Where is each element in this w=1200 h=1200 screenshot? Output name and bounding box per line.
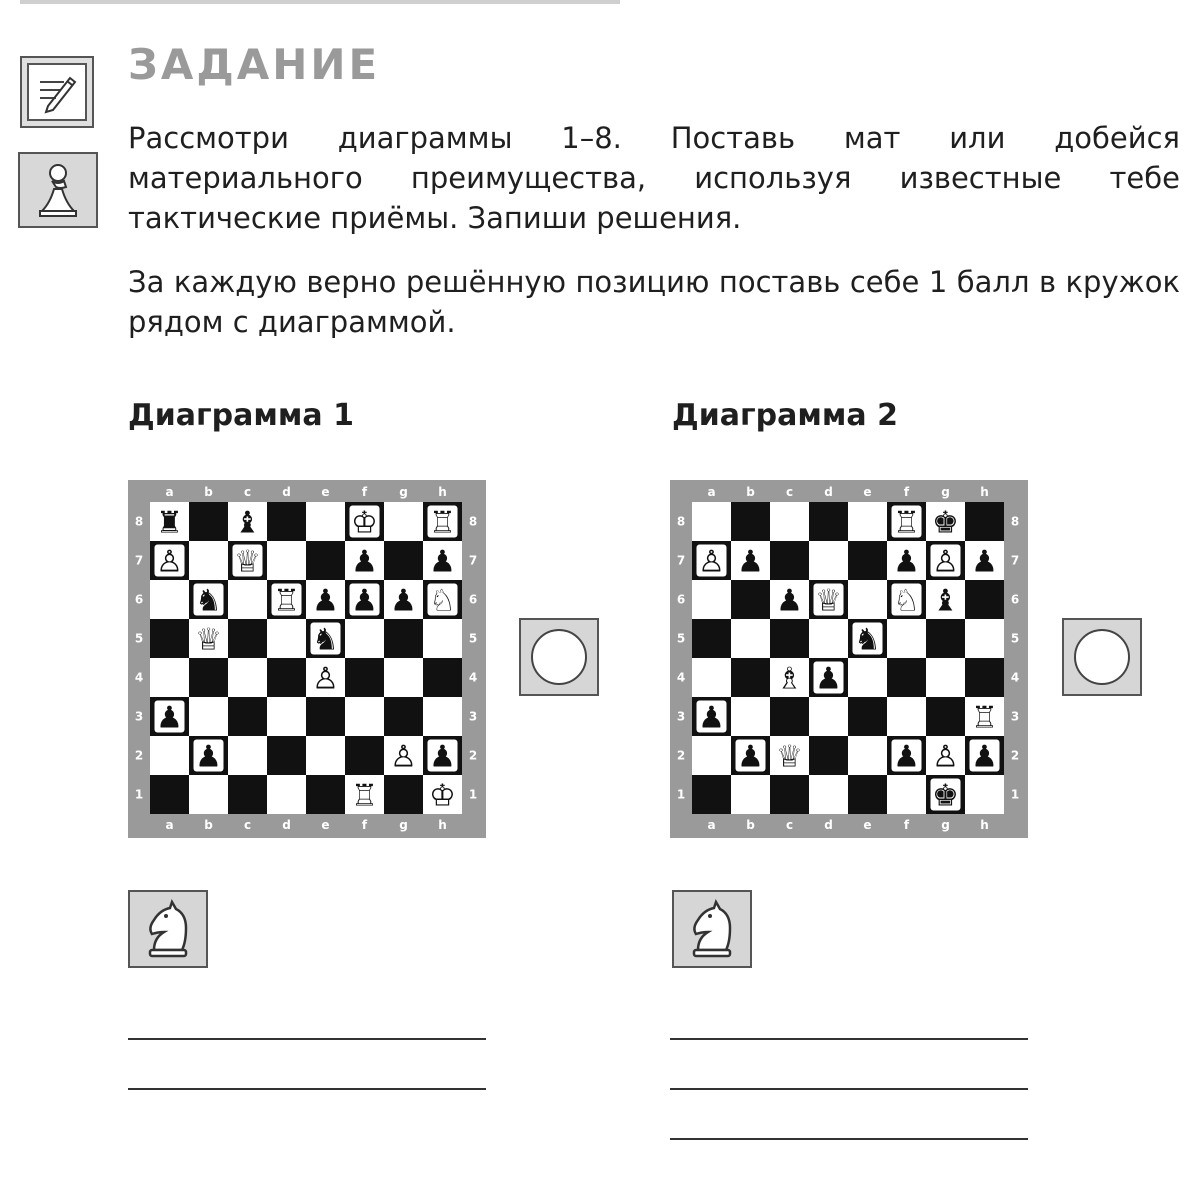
square-b6 xyxy=(731,580,770,619)
white-rook-f8: ♖ xyxy=(893,505,920,541)
square-c6 xyxy=(228,580,267,619)
black-pawn-b2: ♟ xyxy=(195,739,222,775)
square-g5 xyxy=(926,619,965,658)
square-e3 xyxy=(848,697,887,736)
file-label-c: c xyxy=(785,485,794,499)
square-b7 xyxy=(189,541,228,580)
square-c8 xyxy=(770,502,809,541)
black-knight-e5: ♞ xyxy=(312,622,339,658)
top-rule xyxy=(20,0,620,4)
square-c3 xyxy=(228,697,267,736)
square-a5 xyxy=(692,619,731,658)
square-h4 xyxy=(965,658,1004,697)
square-b1 xyxy=(731,775,770,814)
file-label-f: f xyxy=(361,818,368,832)
rank-label-6: 6 xyxy=(134,592,144,607)
square-d5 xyxy=(809,619,848,658)
rank-label-5: 5 xyxy=(468,631,478,646)
diagram-2-title: Диаграмма 2 xyxy=(672,398,898,433)
square-e1 xyxy=(848,775,887,814)
square-h8 xyxy=(965,502,1004,541)
black-pawn-f7: ♟ xyxy=(351,544,378,580)
rank-label-6: 6 xyxy=(676,592,686,607)
square-f5 xyxy=(887,619,926,658)
rank-label-5: 5 xyxy=(676,631,686,646)
white-queen-b5: ♕ xyxy=(195,622,222,658)
rank-label-8: 8 xyxy=(468,514,478,529)
square-e3 xyxy=(306,697,345,736)
rank-label-1: 1 xyxy=(1010,787,1020,802)
file-label-b: b xyxy=(204,485,213,499)
square-h6 xyxy=(965,580,1004,619)
square-f1 xyxy=(887,775,926,814)
rank-label-4: 4 xyxy=(1010,670,1020,685)
file-label-b: b xyxy=(204,818,213,832)
black-pawn-c6: ♟ xyxy=(776,583,803,619)
square-d3 xyxy=(809,697,848,736)
score-circle[interactable] xyxy=(531,629,587,685)
file-label-d: d xyxy=(282,818,291,832)
white-rook-h3: ♖ xyxy=(971,700,998,736)
white-queen-c2: ♕ xyxy=(776,739,803,775)
square-b3 xyxy=(731,697,770,736)
white-pawn-g2: ♙ xyxy=(390,739,417,775)
square-e7 xyxy=(306,541,345,580)
file-label-f: f xyxy=(903,485,910,499)
file-label-a: a xyxy=(165,818,174,832)
black-king-g8: ♚ xyxy=(932,505,959,541)
file-label-b: b xyxy=(746,485,755,499)
file-label-a: a xyxy=(165,485,174,499)
square-d3 xyxy=(267,697,306,736)
task-scoring-note: За каждую верно решённую позицию поставь себе 1 балл в кружок рядом с диаграммой. xyxy=(128,265,1180,339)
square-f4 xyxy=(345,658,384,697)
square-b8 xyxy=(731,502,770,541)
black-pawn-g6: ♟ xyxy=(390,583,417,619)
black-pawn-h2: ♟ xyxy=(971,739,998,775)
rank-label-2: 2 xyxy=(468,748,478,763)
square-a4 xyxy=(150,658,189,697)
square-d1 xyxy=(809,775,848,814)
rank-label-4: 4 xyxy=(676,670,686,685)
square-d1 xyxy=(267,775,306,814)
file-label-a: a xyxy=(707,485,716,499)
black-bishop-c8: ♝ xyxy=(234,505,261,541)
black-pawn-f7: ♟ xyxy=(893,544,920,580)
diagram-1-answer-line-1[interactable] xyxy=(128,1038,486,1040)
square-d8 xyxy=(267,502,306,541)
file-label-e: e xyxy=(321,818,330,832)
diagram-2-knight-icon xyxy=(672,890,752,968)
square-f3 xyxy=(345,697,384,736)
rank-label-5: 5 xyxy=(134,631,144,646)
file-label-d: d xyxy=(282,485,291,499)
file-label-d: d xyxy=(824,818,833,832)
square-g8 xyxy=(384,502,423,541)
square-b5 xyxy=(731,619,770,658)
file-label-f: f xyxy=(361,485,368,499)
square-h1 xyxy=(965,775,1004,814)
square-b8 xyxy=(189,502,228,541)
white-king-h1: ♔ xyxy=(429,778,456,814)
square-b3 xyxy=(189,697,228,736)
diagram-1-title: Диаграмма 1 xyxy=(128,398,354,433)
rank-label-1: 1 xyxy=(134,787,144,802)
square-c1 xyxy=(770,775,809,814)
square-h3 xyxy=(423,697,462,736)
diagram-1-knight-icon xyxy=(128,890,208,968)
rank-label-8: 8 xyxy=(1010,514,1020,529)
diagram-2-answer-line-3[interactable] xyxy=(670,1138,1028,1140)
rank-label-5: 5 xyxy=(1010,631,1020,646)
square-h4 xyxy=(423,658,462,697)
file-label-h: h xyxy=(438,818,447,832)
pencil-note-icon xyxy=(20,56,94,128)
rank-label-7: 7 xyxy=(676,553,686,568)
square-g5 xyxy=(384,619,423,658)
rank-label-6: 6 xyxy=(1010,592,1020,607)
square-a5 xyxy=(150,619,189,658)
diagram-2-answer-line-1[interactable] xyxy=(670,1038,1028,1040)
square-e8 xyxy=(306,502,345,541)
square-a6 xyxy=(692,580,731,619)
square-e6 xyxy=(848,580,887,619)
square-e2 xyxy=(306,736,345,775)
white-queen-d6: ♕ xyxy=(815,583,842,619)
rank-label-1: 1 xyxy=(468,787,478,802)
white-rook-f1: ♖ xyxy=(351,778,378,814)
square-b4 xyxy=(731,658,770,697)
square-b1 xyxy=(189,775,228,814)
file-label-g: g xyxy=(941,485,950,499)
black-knight-e5: ♞ xyxy=(854,622,881,658)
square-h5 xyxy=(423,619,462,658)
rank-label-8: 8 xyxy=(134,514,144,529)
file-label-g: g xyxy=(399,818,408,832)
black-pawn-a3: ♟ xyxy=(698,700,725,736)
black-pawn-f2: ♟ xyxy=(893,739,920,775)
black-king-g1: ♚ xyxy=(932,778,959,814)
diagram-2-board xyxy=(670,480,1028,838)
black-pawn-h7: ♟ xyxy=(971,544,998,580)
black-pawn-h2: ♟ xyxy=(429,739,456,775)
file-label-h: h xyxy=(980,485,989,499)
square-g4 xyxy=(926,658,965,697)
square-a1 xyxy=(150,775,189,814)
square-c3 xyxy=(770,697,809,736)
square-a4 xyxy=(692,658,731,697)
square-c5 xyxy=(770,619,809,658)
file-label-d: d xyxy=(824,485,833,499)
square-c1 xyxy=(228,775,267,814)
square-f2 xyxy=(345,736,384,775)
file-label-h: h xyxy=(438,485,447,499)
black-pawn-b2: ♟ xyxy=(737,739,764,775)
file-label-e: e xyxy=(863,818,872,832)
file-label-g: g xyxy=(941,818,950,832)
diagram-2-score-box[interactable] xyxy=(1062,618,1142,696)
square-d2 xyxy=(809,736,848,775)
white-knight-f6: ♘ xyxy=(893,583,920,619)
square-d7 xyxy=(267,541,306,580)
square-g3 xyxy=(384,697,423,736)
rank-label-8: 8 xyxy=(676,514,686,529)
white-pawn-e4: ♙ xyxy=(312,661,339,697)
rank-label-6: 6 xyxy=(468,592,478,607)
square-b4 xyxy=(189,658,228,697)
square-d5 xyxy=(267,619,306,658)
black-pawn-d4: ♟ xyxy=(815,661,842,697)
white-queen-c7: ♕ xyxy=(234,544,261,580)
black-pawn-e6: ♟ xyxy=(312,583,339,619)
square-a1 xyxy=(692,775,731,814)
square-c7 xyxy=(770,541,809,580)
score-circle[interactable] xyxy=(1074,629,1130,685)
square-c2 xyxy=(228,736,267,775)
square-g1 xyxy=(384,775,423,814)
rank-label-7: 7 xyxy=(134,553,144,568)
file-label-e: e xyxy=(863,485,872,499)
square-f4 xyxy=(887,658,926,697)
black-pawn-f6: ♟ xyxy=(351,583,378,619)
rank-label-4: 4 xyxy=(134,670,144,685)
black-pawn-b7: ♟ xyxy=(737,544,764,580)
rank-label-1: 1 xyxy=(676,787,686,802)
white-rook-d6: ♖ xyxy=(273,583,300,619)
file-label-h: h xyxy=(980,818,989,832)
rank-label-2: 2 xyxy=(134,748,144,763)
square-c4 xyxy=(228,658,267,697)
square-e2 xyxy=(848,736,887,775)
white-king-f8: ♔ xyxy=(351,505,378,541)
rank-label-3: 3 xyxy=(1010,709,1020,724)
black-pawn-h7: ♟ xyxy=(429,544,456,580)
file-label-a: a xyxy=(707,818,716,832)
square-e7 xyxy=(848,541,887,580)
file-label-c: c xyxy=(243,485,252,499)
white-bishop-c4: ♗ xyxy=(776,661,803,697)
square-g7 xyxy=(384,541,423,580)
rank-label-7: 7 xyxy=(468,553,478,568)
square-g4 xyxy=(384,658,423,697)
task-instructions: Рассмотри диаграммы 1–8. Поставь мат или добейся материального преимущества, используя известные тебе тактические приёмы. Запиши решения. xyxy=(128,121,1180,235)
rank-label-3: 3 xyxy=(134,709,144,724)
black-knight-b6: ♞ xyxy=(195,583,222,619)
white-pawn-g7: ♙ xyxy=(932,544,959,580)
rank-label-2: 2 xyxy=(1010,748,1020,763)
file-label-c: c xyxy=(243,818,252,832)
square-e4 xyxy=(848,658,887,697)
square-a8 xyxy=(692,502,731,541)
square-a2 xyxy=(692,736,731,775)
square-h5 xyxy=(965,619,1004,658)
file-label-e: e xyxy=(321,485,330,499)
square-e8 xyxy=(848,502,887,541)
square-g3 xyxy=(926,697,965,736)
task-heading: ЗАДАНИЕ xyxy=(128,40,381,89)
black-rook-a8: ♜ xyxy=(156,505,183,541)
square-d2 xyxy=(267,736,306,775)
black-bishop-g6: ♝ xyxy=(932,583,959,619)
black-pawn-a3: ♟ xyxy=(156,700,183,736)
white-pawn-a7: ♙ xyxy=(156,544,183,580)
square-a6 xyxy=(150,580,189,619)
white-knight-h6: ♘ xyxy=(429,583,456,619)
square-d4 xyxy=(267,658,306,697)
square-e1 xyxy=(306,775,345,814)
square-c5 xyxy=(228,619,267,658)
square-f5 xyxy=(345,619,384,658)
file-label-f: f xyxy=(903,818,910,832)
square-f3 xyxy=(887,697,926,736)
white-pawn-a7: ♙ xyxy=(698,544,725,580)
square-d7 xyxy=(809,541,848,580)
white-pawn-g2: ♙ xyxy=(932,739,959,775)
diagram-2-answer-line-2[interactable] xyxy=(670,1088,1028,1090)
rank-label-3: 3 xyxy=(468,709,478,724)
white-rook-h8: ♖ xyxy=(429,505,456,541)
rank-label-7: 7 xyxy=(1010,553,1020,568)
diagram-1-answer-line-2[interactable] xyxy=(128,1088,486,1090)
file-label-c: c xyxy=(785,818,794,832)
pawn-icon xyxy=(18,152,98,228)
square-a2 xyxy=(150,736,189,775)
rank-label-3: 3 xyxy=(676,709,686,724)
rank-label-4: 4 xyxy=(468,670,478,685)
rank-label-2: 2 xyxy=(676,748,686,763)
file-label-g: g xyxy=(399,485,408,499)
square-d8 xyxy=(809,502,848,541)
diagram-1-board xyxy=(128,480,486,838)
diagram-1-score-box[interactable] xyxy=(519,618,599,696)
file-label-b: b xyxy=(746,818,755,832)
